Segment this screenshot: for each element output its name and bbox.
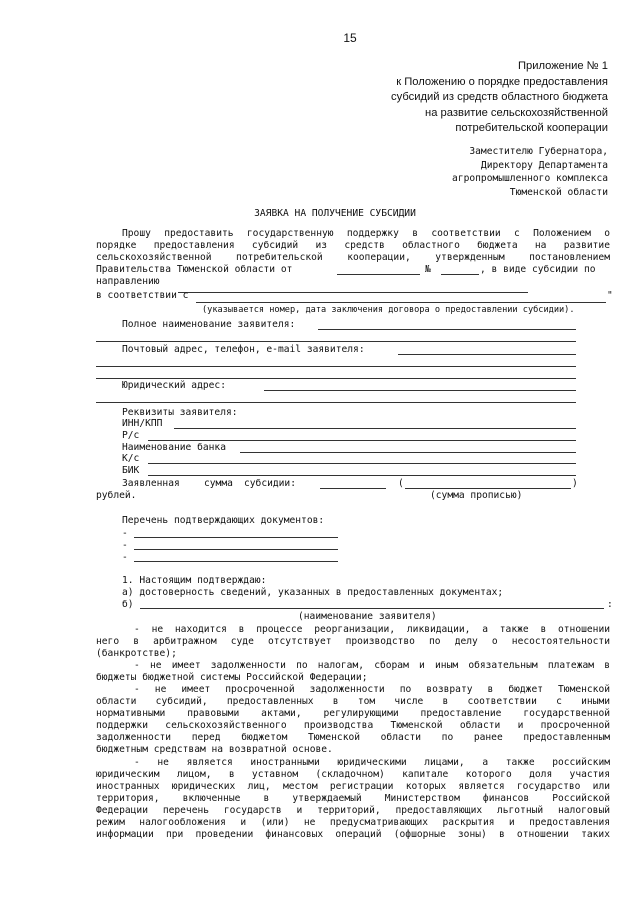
clause-line: - не находится в процессе реорганизации, ликвидации, а также в отношении — [134, 624, 610, 635]
document-field[interactable] — [134, 549, 338, 550]
addressee-line: Директору Департамента — [480, 159, 608, 171]
bank-field[interactable] — [240, 452, 576, 453]
confirm-a: а) достоверность сведений, указанных в предоставленных документах; — [122, 587, 504, 598]
postal-field-2[interactable] — [96, 366, 576, 367]
clause-line: - не является иностранными юридическими лицами, а также российским — [134, 757, 610, 768]
rub-label: рублей. — [96, 490, 137, 501]
clause-line: поддержки сельскохозяйственного производства Тюменской области и просроченной — [96, 720, 610, 731]
applicant-name-field[interactable] — [140, 608, 604, 609]
bik-label: БИК — [122, 465, 140, 476]
document-title: ЗАЯВКА НА ПОЛУЧЕНИЕ СУБСИДИИ — [254, 208, 416, 219]
appendix-line: Приложение № 1 — [517, 60, 608, 72]
postal-field-3[interactable] — [96, 378, 576, 379]
postal-field[interactable] — [398, 354, 576, 355]
rs-field[interactable] — [148, 440, 576, 441]
bik-field[interactable] — [148, 475, 576, 476]
intro-line: направлению — [96, 276, 160, 287]
clause-line: него в арбитражном суде отсутствует производство по делу о несостоятельности — [96, 636, 610, 647]
full-name-field[interactable] — [318, 329, 576, 330]
full-name-label: Полное наименование заявителя: — [122, 319, 296, 330]
document-field[interactable] — [134, 561, 338, 562]
addressee-line: агропромышленного комплекса — [452, 173, 608, 184]
direction-field[interactable] — [178, 292, 528, 293]
document-dash: - — [122, 540, 128, 551]
ks-field[interactable] — [148, 463, 576, 464]
amount-label-a: Заявленная — [122, 478, 180, 489]
appendix-line: субсидий из средств областного бюджета — [391, 91, 608, 103]
document-field[interactable] — [134, 537, 338, 538]
page-number: 15 — [343, 31, 357, 45]
intro-line: , в виде субсидии по — [480, 264, 596, 275]
postal-label: Почтовый адрес, телефон, e-mail заявителя: — [122, 344, 365, 355]
clause-line: юридическим лицом, в уставном (складочном) капитале которого доля участия — [96, 769, 610, 780]
amount-words-field[interactable] — [405, 488, 571, 489]
confirm-colon: : — [607, 599, 613, 610]
addressee-line: Заместителю Губернатора, — [469, 146, 608, 157]
intro-line: порядке предоставления субсидий из средств областного бюджета на развитие — [96, 240, 610, 251]
documents-title: Перечень подтверждающих документов: — [122, 515, 325, 526]
confirm-heading: 1. Настоящим подтверждаю: — [122, 575, 267, 586]
intro-number-sign: № — [425, 264, 431, 275]
clause-line: задолженности перед бюджетом Тюменской области по ранее предоставленным — [96, 732, 610, 743]
amount-field[interactable] — [320, 488, 386, 489]
addressee-block — [452, 145, 608, 199]
requisites-label: Реквизиты заявителя: — [122, 407, 238, 418]
amount-paren-close: ) — [572, 478, 578, 489]
intro-line: Прошу предоставить государственную поддержку в соответствии с Положением о — [122, 228, 610, 239]
inn-field[interactable] — [174, 428, 576, 429]
clause-line: бюджетным средствам на возвратной основе. — [96, 744, 333, 755]
confirm-b: б) — [122, 599, 134, 610]
amount-label-b: сумма — [204, 478, 233, 489]
amount-label-c: субсидии: — [244, 478, 296, 489]
legal-address-field[interactable] — [264, 390, 576, 391]
amount-paren-open: ( — [398, 478, 404, 489]
clause-line: территория, включенные в утверждаемый Министерством финансов Российской — [96, 793, 610, 804]
document-dash: - — [122, 552, 128, 563]
agreement-field[interactable] — [196, 302, 606, 303]
applicant-name-hint: (наименование заявителя) — [298, 611, 437, 622]
intro-line: Правительства Тюменской области от — [96, 264, 293, 275]
clause-line: нормативными правовыми актами, регулирующими предоставление государственной — [96, 708, 610, 719]
clause-line: иностранных юридических лиц, местом регистрации которых является государство или — [96, 781, 610, 792]
full-name-field-2[interactable] — [96, 341, 576, 342]
amount-words-hint: (сумма прописью) — [430, 490, 523, 501]
clause-line: - не имеет задолженности по налогам, сборам и иным обязательным платежам в — [134, 660, 610, 671]
number-field[interactable] — [441, 274, 479, 275]
addressee-line: Тюменской области — [509, 186, 608, 198]
legal-address-field-2[interactable] — [96, 402, 576, 403]
intro-quote: " — [607, 290, 613, 301]
date-field[interactable] — [337, 274, 420, 275]
agreement-hint: (указывается номер, дата заключения договора о предоставлении субсидии). — [202, 305, 575, 315]
ks-label: К/с — [122, 453, 140, 464]
clause-line: бюджеты бюджетной системы Российской Федерации; — [96, 672, 368, 683]
appendix-line: на развитие сельскохозяйственной — [425, 106, 608, 119]
appendix-line: к Положению о порядке предоставления — [396, 75, 608, 88]
appendix-header — [391, 59, 608, 137]
legal-address-label: Юридический адрес: — [122, 380, 226, 391]
intro-line: в соответствии с — [96, 290, 189, 301]
rs-label: Р/с — [122, 430, 140, 441]
clause-line: - не имеет просроченной задолженности по возврату в бюджет Тюменской — [134, 684, 610, 695]
clause-line: режим налогообложения и (или) не предусматривающих раскрытия и предоставления — [96, 817, 610, 828]
appendix-line: потребительской кооперации — [455, 122, 608, 134]
clause-line: (банкротстве); — [96, 648, 177, 659]
intro-line: сельскохозяйственной потребительской кооперации, утвержденным постановлением — [96, 252, 610, 263]
bank-label: Наименование банка — [122, 442, 226, 453]
clause-line: области субсидий, предоставленных в том числе в соответствии с иными — [96, 696, 610, 707]
clause-line: Федерации перечень государств и территорий, предоставляющих льготный налоговый — [96, 805, 610, 816]
clause-line: информации при проведении финансовых операций (офшорные зоны) в отношении таких — [96, 829, 610, 840]
document-dash: - — [122, 528, 128, 539]
inn-label: ИНН/КПП — [122, 418, 163, 429]
